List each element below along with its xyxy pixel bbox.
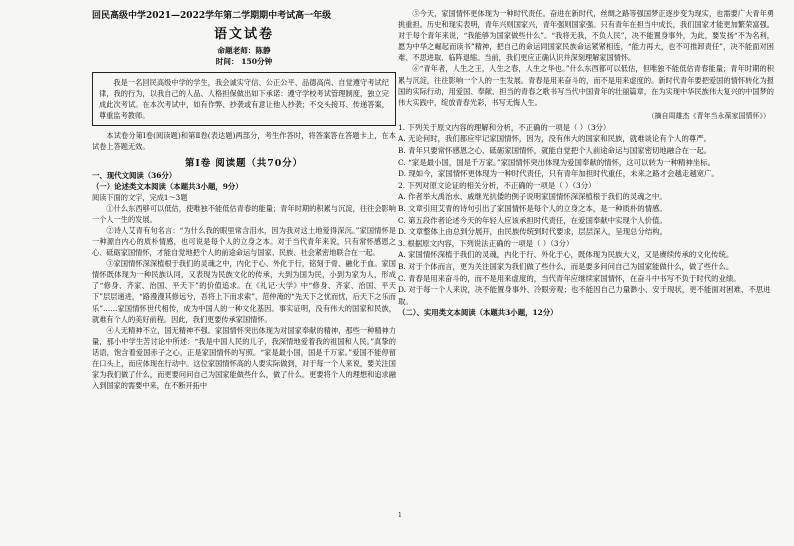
left-column <box>92 8 396 391</box>
passage-paragraph: ①什么东西够可以低估，使唯独不能低估青春的能量；青年时期的积累与沉淀，往往会影响一个人一生的发展。 <box>92 203 396 224</box>
passage-paragraph: ②诗人艾青有句名言：“为什么我的眼里常含泪水，因为我对这土地爱得深沉。”家国情怀是一种源自内心的质朴情感，也可说是每个人的立身之本。对于当代青年来说，只有常怀感恩之心、砥砺家国情怀，才能自觉地把个人的前途命运与国家、民族、社会紧密地联合在一起。 <box>92 225 396 258</box>
section-argumentative: （一）论述类文本阅读（本题共3小题，9分） <box>92 181 243 191</box>
page-number: 1 <box>398 512 402 519</box>
reading-hint: 阅读下面的文字，完成1～3题 <box>92 192 188 202</box>
question-option: B. 青年只要常怀感恩之心、砥砺家国情怀，就能自觉把个人前途命运与国家密切地融合在一起。 <box>398 146 712 156</box>
question-option: C. “家是最小国，国是千万家。”家国情怀突出体现为爱国奉献的情怀，这可以转为一种精神坐标。 <box>398 157 715 167</box>
section-modern-reading: 一、现代文阅读（36分） <box>92 170 177 180</box>
question-option: C. 青春是用来奋斗的，而不是用来虚度的，当代青年应继续家国情怀，在奋斗中书写不负于时代的业绩。 <box>398 273 741 283</box>
honesty-pledge: 我是一名回民高级中学的学生，我会诚实守信、公正公平、品德高尚、自觉遵守考试纪律，我的行为，以我自己的人品、人格担保做出如下承诺：遵守学校考试管理制度，独立完成此次考试。在本次考试中，如有作弊、抄袭或有意让他人抄袭；不交头接耳、传递答案，尊重监考教师。 <box>99 78 389 121</box>
section-practical: （二）、实用类文本阅读（本题共3小题，12分） <box>398 308 558 318</box>
question-line: 1. 下列关于原文内容的理解和分析，不正确的一项是（ ）（3分） <box>398 122 611 132</box>
question-option: D. 对于每一个人来说，决不能置身事外、冷眼旁观；也不能因自己力量渺小、安于现状，更不能面对困难、不思进取。 <box>398 285 771 306</box>
exam-title: 语文试卷 <box>213 27 274 42</box>
question-option: B. 文章引用艾青的诗句引出了家国情怀是每个人的立身之本，是一种质朴的情感。 <box>398 204 667 213</box>
teacher-line: 命题老师：陈静 <box>217 46 271 55</box>
passage-paragraph: ③家国情怀深深植根于我们的灵魂之中，内化于心、外化于行，铭刻于骨、融化于血。家国情怀既体现为一种民族认同，又表现为民族文化的传承，大到为国为民，小到为家为人，形成了“修身、齐家、治国、平天下”的价值追求。在《礼记·大学》中“修身、齐家、治国、平天下”层层递进，“路漫漫其修远兮，吾将上下而求索”，范仲淹的“先天下之忧而忧，后天下之乐而乐”……家国情怀世代相传，成为中国人的一种文化基因。事实证明，没有伟大的国家和民族，就难有个人的美好前程。因此，我们更要传承家国情怀。 <box>92 259 396 324</box>
question-option: B. 对于个体而言，更为关注国家为我们做了些什么，而是要多问问自己为国家能做什么，做了些什么。 <box>398 261 734 271</box>
passage-paragraph: ⑥“青年者，人生之王，人生之春，人生之华也。”什么东西都可以低估，但唯独不能低估青春能量；青年时期的积累与沉淀，往往影响一个人的一生发展。青春是用来奋斗的，而不是用来虚度的。新时代青年要把爱国的情怀转化为报国的实际行动，用爱国、奉献、担当的青春之歌书写当代中国青年的壮丽篇章，在为实现中华民族伟大复兴的中国梦的伟大实践中，绽放青春光彩，书写无悔人生。 <box>398 64 774 107</box>
right-column <box>398 8 774 318</box>
question-option: A. 家国情怀深植于我们的灵魂，内化于行、外化于心，既体现为民族大义，又是赓续传承的文化传统。 <box>398 250 734 260</box>
question-option: D. 现如今，家国情怀更体现为一种时代责任，只有青年加担时代重任，未来之路才会越走越宽广。 <box>398 169 719 179</box>
question-option: A. 无论何时，我们都应牢记家国情怀，因为，没有伟大的国家和民族，就难谈论有个人的尊严。 <box>398 134 712 144</box>
question-option: C. 第五段作者论述今天的年轻人应该承担时代责任，在爱国奉献中实现个人价值。 <box>398 215 667 225</box>
question-line: 3. 根据原文内容，下列说法正确的一项是（ ）（3分） <box>398 238 574 248</box>
question-option: D. 文章整体上由总到分展开，由民族传统到时代要求，层层深入，呈现总分结构。 <box>398 227 668 237</box>
part-one-title: 第Ⅰ卷 阅读题（共70分） <box>184 157 304 169</box>
passage-source: （摘自周雄杰《青年当永葆家国情怀》） <box>647 111 770 120</box>
question-line: 2. 下列对原文论证的相关分析，不正确的一项是（ ）（3分） <box>398 180 596 190</box>
passage-paragraph: ⑤今天，家国情怀更体现为一种时代责任。奋进在新时代，丝绸之路等强国梦正逐步变为现实，也需要广大青年勇挑重担。历史和现实表明，青年兴则国家兴，青年强则国家强。只有青年在担当中成长，我们国家才能更加繁荣富强。对于每个青年来说，“我能够为国家做些什么”。“我将无我，不负人民”，决不能置身事外，为此，要发扬“不为名利，愿为中华之崛起而读书”精神，把自己的命运同国家民族命运紧紧相连，“能力再大，也不可推卸责任”，决不能面对困难、不思进取、临阵退缩。当前，我们更应正确认识并深刻理解家国情怀。 <box>398 9 774 63</box>
time-line: 时间： 150分钟 <box>215 57 273 66</box>
honesty-pledge-box <box>92 72 396 126</box>
passage-paragraph: ④人无精神不立，国无精神不强。家国情怀突出体现为对国家奉献的精神，那些一种精神力量，那小中学生苦讨论中所述：“我是中国人民的儿子，我深情地爱着我的祖国和人民。”真挚的话语，饱含着爱国赤子之心，正是家国情怀的写照。“家是最小国，国是千万家。”爱国不能停留在口头上，而应体现在行动中。这位家国情怀高的人要实际做到，对于每一个人来说，要关注国家为我们做了什么，而更要问问自己为国家能做些什么，做了什么。更要将个人的理想和追求融入到国家的需要中来，在不断开拓中 <box>92 325 396 391</box>
school-header: 回民高级中学2021—2022学年第二学期期中考试高一年级 <box>92 11 332 21</box>
question-option: A. 作者举大禹治水、戚继光抗倭的例子说明家国情怀深深植根于我们的灵魂之中。 <box>398 192 667 202</box>
instructions: 本试卷分第Ⅰ卷(阅读题)和第Ⅱ卷(表达题)两部分，考生作答时，将答案答在答题卡上，在本试卷上答题无效。 <box>92 131 396 152</box>
